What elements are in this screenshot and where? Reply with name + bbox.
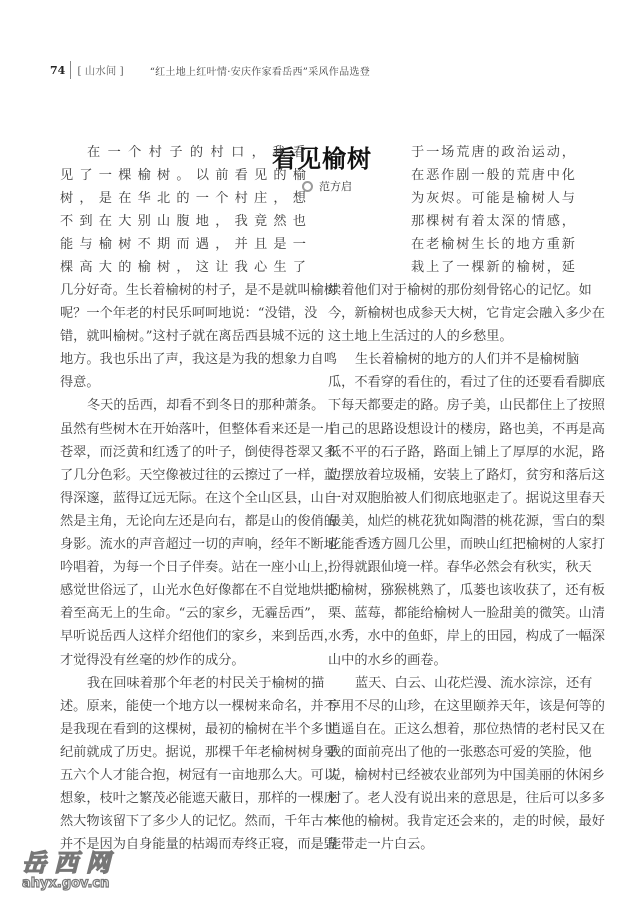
text-line: 扮得就跟仙境一样。春华必然会有秋实，秋天 [328, 560, 592, 576]
text-line: 续着他们对于榆树的那份刻骨铭心的记忆。如 [328, 283, 592, 298]
series-title: “红土地上红叶情·安庆作家看岳西”采风作品选登 [149, 66, 370, 78]
text-line: 然大物该留下了多少人的记忆。然而，千年古木 [60, 814, 337, 830]
text-line: 在恶作剧一般的荒唐中化 [411, 168, 575, 184]
site-watermark [22, 843, 132, 891]
author-name: 范方启 [319, 180, 352, 193]
watermark-url: ahyx.gov.cn [22, 876, 110, 891]
text-line: 自己的思路设想设计的楼房，路也美，不再是高 [328, 421, 605, 437]
text-line: 栗、蓝莓，都能给榆树人一脸甜美的微笑。山清 [328, 606, 605, 622]
text-line: 然是主角，无论向左还是向右，都是山的俊俏的 [60, 513, 337, 529]
text-line: 我的面前亮出了他的一张憨态可爱的笑脸，他 [328, 744, 592, 760]
page-header [50, 62, 370, 78]
text-line: 述。原来，能使一个地方以一棵树来命名，并不 [60, 698, 337, 714]
text-line: 并不是因为自身能量的枯竭而寿终正寝，而是毁 [60, 837, 337, 853]
text-line: 地方。我也乐出了声，我这是为我的想象力自鸣 [60, 352, 337, 368]
text-line: 最美，灿烂的桃花犹如陶潜的桃花源，雪白的梨 [328, 513, 605, 529]
text-line: 边摆放着垃圾桶，安装上了路灯，贫穷和落后这 [328, 467, 605, 483]
right-column-top [411, 141, 575, 280]
header-divider [70, 61, 71, 79]
text-line: 在一个村子的村口，我看 [87, 145, 306, 160]
text-line: 我在回味着那个年老的村民关于榆树的描 [87, 675, 325, 691]
text-line: 了几分色彩。天空像被过往的云擦过了一样，蓝 [60, 467, 337, 483]
text-line: 得意。 [60, 375, 100, 391]
section-label: [ 山水间 ] [77, 64, 124, 77]
text-line: 冬天的岳西，却看不到冬日的那种萧条。 [87, 398, 325, 414]
text-line: 呢？一个年老的村民乐呵呵地说：“没错，没 [60, 306, 318, 322]
text-line: 栽上了一棵新的榆树，延 [411, 260, 575, 276]
text-line: 的榆树，猕猴桃熟了，瓜蒌也该收获了，还有板 [328, 583, 605, 599]
text-line: 这土地上生活过的人的乡愁里。 [328, 329, 513, 345]
text-line: 五六个人才能合抱，树冠有一亩地那么大。可以 [60, 767, 337, 783]
text-line: 树，是在华北的一个村庄，想 [60, 191, 306, 207]
text-line: 感觉世俗远了，山光水色好像都在不自觉地烘托 [60, 583, 337, 599]
text-line: 才觉得没有丝毫的炒作的成分。 [60, 652, 245, 668]
text-line: 逍遥自在。正这么想着，那位热情的老村民又在 [328, 721, 605, 737]
text-line: 几分好奇。生长着榆树的村子，是不是就叫榆树 [60, 283, 337, 298]
page-number: 74 [50, 63, 66, 77]
text-line: 早听说岳西人这样介绍他们的家乡，来到岳西， [60, 629, 337, 645]
text-line: 不到在大别山腹地，我竟然也 [60, 214, 306, 230]
text-line: 那棵树有着太深的情感， [411, 214, 575, 230]
text-line: 是我现在看到的这棵树，最初的榆树在半个多世 [60, 721, 337, 737]
text-line: 花能香透方圆几公里，而映山红把榆树的人家打 [328, 537, 605, 553]
text-line: 为灰烬。可能是榆树人与 [411, 191, 575, 207]
text-line: 蓝天、白云、山花烂漫、流水淙淙，还有 [355, 675, 593, 691]
text-line: 村了。老人没有说出来的意思是，往后可以多多 [328, 791, 605, 807]
text-line: 吟唱着，为每一个日子伴奏。站在一座小山上， [60, 560, 337, 576]
text-line: 能带走一片白云。 [328, 837, 434, 853]
text-line: 身影。流水的声音超过一切的声响，经年不断地 [60, 537, 337, 553]
left-column [60, 279, 337, 856]
text-line: 生长着榆树的地方的人们并不是榆树脑 [355, 352, 580, 368]
text-line: 纪前就成了历史。据说，那棵千年老榆树树身要 [60, 744, 337, 760]
text-line: 低不平的石子路，路面上铺上了厚厚的水泥，路 [328, 444, 605, 460]
text-line: 瓜，不看穿的看住的，看过了住的还要看看脚底 [328, 375, 605, 391]
text-line: 得深邃，蓝得辽远无际。在这个全山区县，山自 [60, 490, 337, 506]
article-author [302, 178, 352, 194]
text-line: 水秀，水中的鱼虾，岸上的田园，构成了一幅深 [328, 629, 605, 645]
text-line: 错，就叫榆树。”这村子就在离岳西县城不远的 [60, 329, 324, 345]
text-line: 棵高大的榆树，这让我心生了 [60, 260, 306, 276]
right-column [328, 279, 605, 856]
text-line: 山中的水乡的画卷。 [328, 652, 447, 668]
text-line: 能与榆树不期而遇，并且是一 [60, 237, 306, 253]
watermark-logo-text: 岳西网 [22, 848, 118, 877]
text-line: 着至高无上的生命。“云的家乡，无霾岳西”， [60, 606, 325, 622]
text-line: 来他的榆树。我肯定还会来的，走的时候，最好 [328, 814, 605, 830]
text-line: 在老榆树生长的地方重新 [411, 237, 575, 253]
text-line: 想象，枝叶之繁茂必能遮天蔽日，那样的一棵庞 [60, 791, 337, 807]
text-line: 苍翠，而泛黄和红透了的叶子，倒使得苍翠又多 [60, 444, 337, 460]
left-column-top [60, 141, 306, 280]
article-title: 看见榆树 [272, 144, 372, 173]
text-line: 下每天都要走的路。房子美，山民都住上了按照 [328, 398, 605, 414]
text-line: 一对双胞胎被人们彻底地驱走了。据说这里春天 [328, 490, 605, 506]
text-line: 说，榆树村已经被农业部列为中国美丽的休闲乡 [328, 767, 605, 783]
text-line: 虽然有些树木在开始落叶，但整体看来还是一片 [60, 421, 337, 437]
text-line: 于一场荒唐的政治运动， [411, 145, 575, 160]
text-line: 享用不尽的山珍，在这里颐养天年，该是何等的 [328, 698, 605, 714]
text-line: 今，新榆树也成参天大树，它肯定会融入多少在 [328, 306, 605, 322]
text-line: 见了一棵榆树。以前看见的榆 [60, 168, 306, 184]
